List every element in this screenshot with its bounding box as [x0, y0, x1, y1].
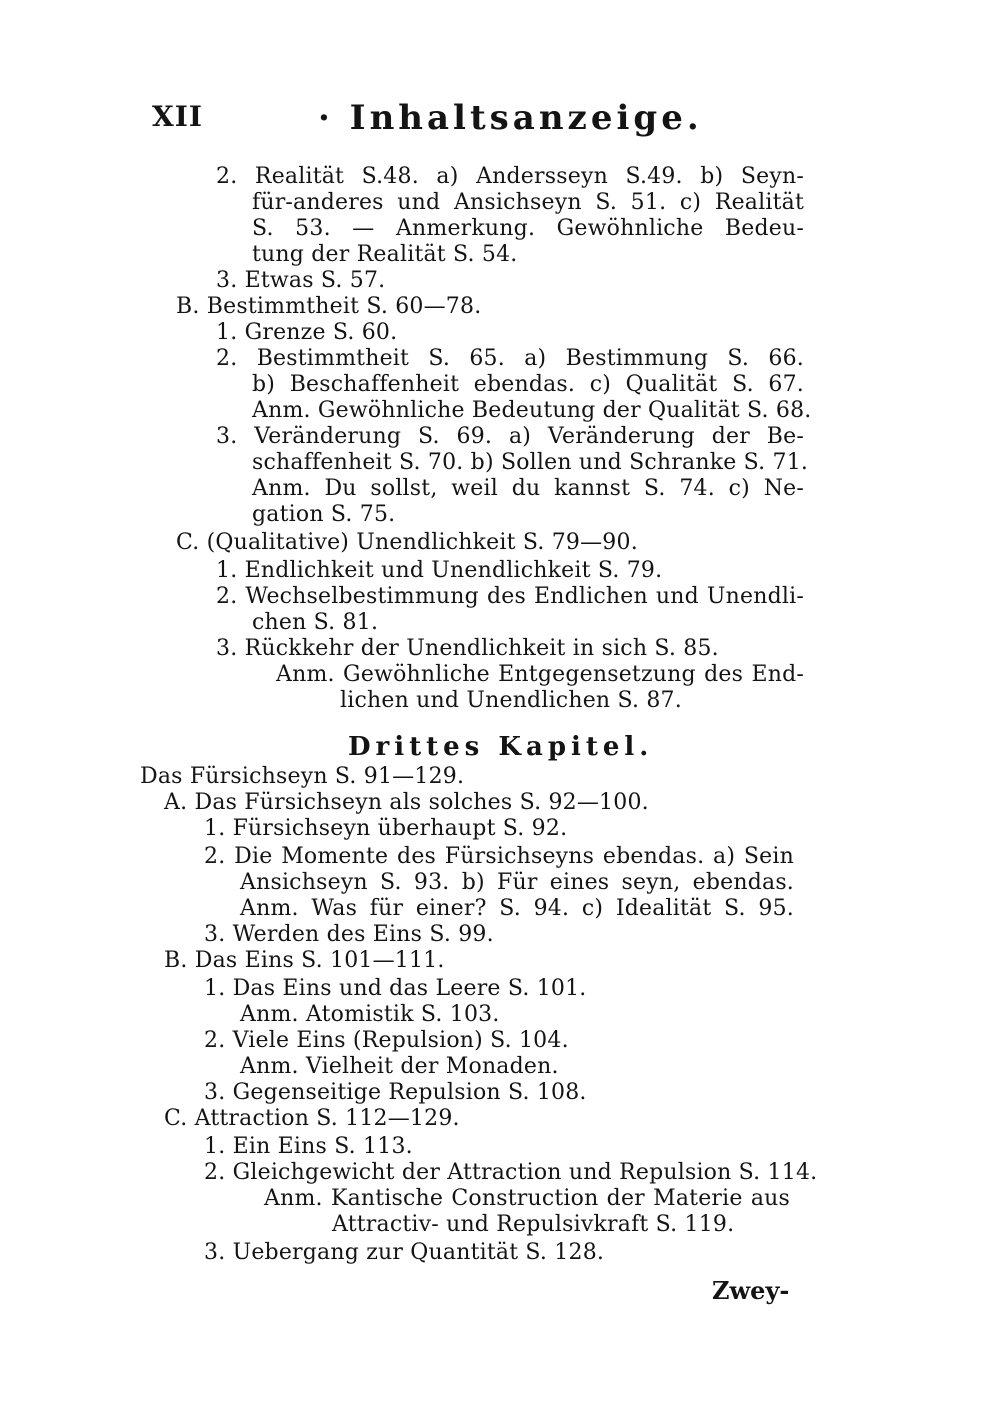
toc-line: 2. Realität S.48. a) Andersseyn S.49. b) Seyn-	[216, 164, 804, 189]
toc-line: 2. Viele Eins (Repulsion) S. 104.	[204, 1028, 569, 1053]
toc-line: lichen und Unendlichen S. 87.	[340, 688, 682, 713]
toc-line: 3. Etwas S. 57.	[216, 268, 386, 293]
toc-line: chen S. 81.	[252, 610, 379, 635]
toc-line: C. Attraction S. 112—129.	[164, 1106, 460, 1131]
toc-line: C. (Qualitative) Unendlichkeit S. 79—90.	[176, 530, 638, 555]
toc-line: Anm. Gewöhnliche Bedeutung der Qualität S. 68.	[252, 398, 812, 423]
toc-line: Attractiv- und Repulsivkraft S. 119.	[332, 1212, 735, 1237]
toc-line: Anm. Gewöhnliche Entgegensetzung des End-	[276, 662, 804, 687]
toc-line: 2. Wechselbestimmung des Endlichen und Unendli-	[216, 584, 804, 609]
toc-line: 1. Grenze S. 60.	[216, 320, 398, 345]
toc-line: schaffenheit S. 70. b) Sollen und Schranke S. 71.	[252, 450, 809, 475]
toc-line: 3. Werden des Eins S. 99.	[204, 922, 494, 947]
toc-line: 2. Gleichgewicht der Attraction und Repulsion S. 114.	[204, 1160, 818, 1185]
toc-line: 3. Rückkehr der Unendlichkeit in sich S. 85.	[216, 636, 719, 661]
toc-line: Anm. Vielheit der Monaden.	[240, 1054, 559, 1079]
toc-line: für-anderes und Ansichseyn S. 51. c) Realität	[252, 190, 804, 215]
toc-line: S. 53. — Anmerkung. Gewöhnliche Bedeu-	[252, 216, 804, 241]
toc-line: b) Beschaffenheit ebendas. c) Qualität S. 67.	[252, 372, 804, 397]
toc-line: Anm. Was für einer? S. 94. c) Idealität S. 95.	[240, 896, 794, 921]
toc-line: 1. Endlichkeit und Unendlichkeit S. 79.	[216, 558, 663, 583]
toc-line: Anm. Atomistik S. 103.	[240, 1002, 500, 1027]
toc-line: Das Fürsichseyn S. 91—129.	[140, 764, 465, 789]
chapter-title: Drittes Kapitel.	[348, 732, 654, 762]
page-number: XII	[152, 100, 203, 133]
toc-line: 3. Veränderung S. 69. a) Veränderung der Be-	[216, 424, 804, 449]
toc-line: 3. Gegenseitige Repulsion S. 108.	[204, 1080, 587, 1105]
toc-line: B. Das Eins S. 101—111.	[164, 948, 445, 973]
page-title: · Inhaltsanzeige.	[318, 98, 703, 138]
toc-line: 2. Bestimmtheit S. 65. a) Bestimmung S. 66.	[216, 346, 804, 371]
toc-line: Anm. Du sollst, weil du kannst S. 74. c) Ne-	[252, 476, 804, 501]
toc-line: 1. Ein Eins S. 113.	[204, 1134, 413, 1159]
toc-line: A. Das Fürsichseyn als solches S. 92—100.	[164, 790, 649, 815]
toc-line: B. Bestimmtheit S. 60—78.	[176, 294, 482, 319]
toc-line: Anm. Kantische Construction der Materie aus	[264, 1186, 790, 1211]
toc-line: Ansichseyn S. 93. b) Für eines seyn, ebendas.	[240, 870, 794, 895]
toc-line: tung der Realität S. 54.	[252, 242, 518, 267]
catchword: Zwey-	[712, 1276, 790, 1305]
toc-line: gation S. 75.	[252, 502, 396, 527]
toc-line: 1. Fürsichseyn überhaupt S. 92.	[204, 816, 568, 841]
toc-line: 1. Das Eins und das Leere S. 101.	[204, 976, 587, 1001]
toc-line: 3. Uebergang zur Quantität S. 128.	[204, 1240, 605, 1265]
toc-line: 2. Die Momente des Fürsichseyns ebendas. a) Sein	[204, 844, 794, 869]
